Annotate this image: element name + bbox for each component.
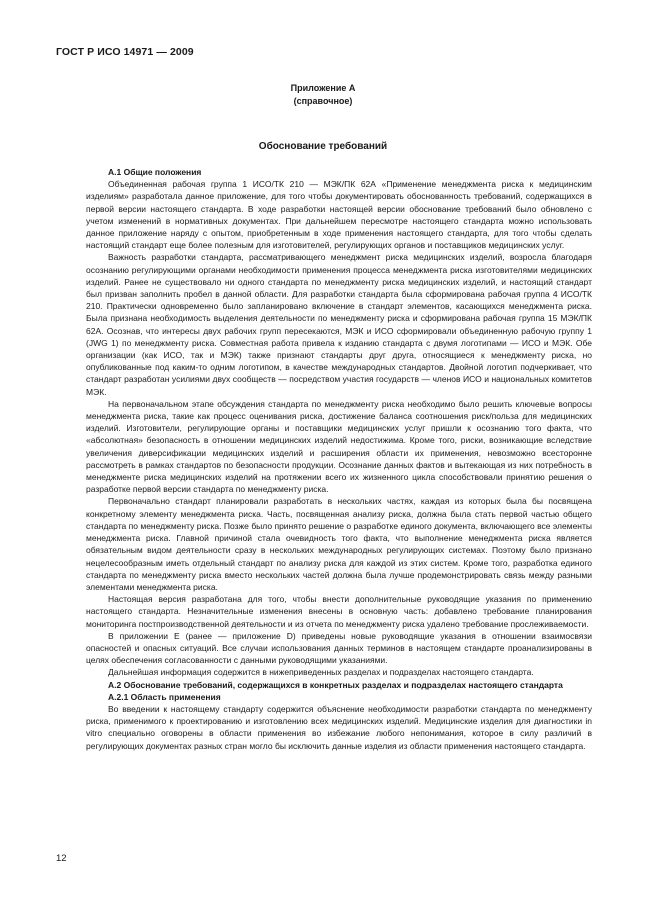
paragraph: На первоначальном этапе обсуждения стандарта по менеджменту риска необходимо было решить ключевые вопросы менеджмента риска, такие как процесс оценивания риска, достижение баланса соотношения риск/польза для медицинских изделий. Изготовители, регулирующие органы и поставщики медицинских услуг пришли к осознанию того факта, что «абсолютная» безопасность в отношении медицинских изделий недостижима. Кроме того, риски, возникающие вследствие увеличения диверсификации медицинских изделий и расширения области их применения, невозможно всесторонне рассмотреть в рамках стандартов по безопасности продукции. Осознание данных фактов и вытекающая из них потребность в менеджменте риска медицинских изделий на протяжении всего их жизненного цикла способствовали принятию решения о разработке первой версии стандарта по менеджменту риска. (86, 398, 592, 495)
paragraph: Объединенная рабочая группа 1 ИСО/ТК 210 — МЭК/ПК 62А «Применение менеджмента риска к медицинским изделиям» разработала данное приложение, для того чтобы документировать обоснованность требований, содержащихся в первой версии настоящего стандарта. В ходе разработки настоящей версии обоснование требований было обновлено с учетом изменений в нормативных документах. При дальнейшем пересмотре настоящего стандарта можно использовать данное приложение наряду с опытом, приобретенным в ходе применения настоящего стандарта, для того чтобы сделать настоящий стандарт еще более полезным для изготовителей, регулирующих органов и поставщиков медицинских услуг. (86, 179, 592, 251)
paragraph: Важность разработки стандарта, рассматривающего менеджмент риска медицинских изделий, возросла благодаря осознанию регулирующими органами необходимости применения процесса менеджмента риска изготовителями медицинских изделий. Ранее не существовало ни одного стандарта по менеджменту риска медицинских изделий, и настоящий стандарт был призван заполнить пробел в данной области. Для разработки стандарта была сформирована рабочая группа 4 ИСО/ТК 210. Практически одновременно было запланировано включение в стандарт элементов, касающихся менеджмента риска. Была признана необходимость выделения деятельности по менеджменту риска и сформирована рабочая группа 15 МЭК/ПК 62А. Осознав, что интересы двух рабочих групп пересекаются, МЭК и ИСО сформировали объединенную рабочую группу 1 (JWG 1) по менеджменту риска. Совместная работа привела к изданию стандарта с двумя логотипами — ИСО и МЭК. Обе организации (как ИСО, так и МЭК) также признают стандарты друг друга, относящиеся к менеджменту риска, но опубликованные под каким-то одним логотипом, в качестве международных стандартов. Двойной логотип подчеркивает, что стандарт разработан усилиями двух сообществ — посредством участия государств — членов ИСО и национальных комитетов МЭК. (86, 252, 592, 397)
standard-designation: ГОСТ Р ИСО 14971 — 2009 (56, 46, 194, 58)
paragraph: Настоящая версия разработана для того, чтобы внести дополнительные руководящие указания по применению настоящего стандарта. Незначительные изменения внесены в основную часть: добавлено требование планирования мониторинга постпроизводственной деятельности и из отчета по менеджменту риска удалено требование прослеживаемости. (86, 594, 592, 629)
paragraph: Первоначально стандарт планировали разработать в нескольких частях, каждая из которых была бы посвящена конкретному элементу менеджмента риска. Часть, посвященная анализу риска, должна была стать первой частью общего стандарта по менеджменту риска. Позже было принято решение о разработке единого документа, включающего все элементы менеджмента риска. Главной причиной стала очевидность того факта, что выполнение менеджмента риска является обязательным видом деятельности сразу в нескольких международных регулирующих системах. Поэтому было признано нецелесообразным иметь отдельный стандарт по анализу риска для каждой из этих систем. Кроме того, разработка единого стандарта по менеджменту риска вместо нескольких частей должна была лучше продемонстрировать связь между разными элементами менеджмента риска. (86, 496, 592, 592)
paragraph: Дальнейшая информация содержится в нижеприведенных разделах и подразделах настоящего стандарта. (108, 667, 534, 678)
paragraph: В приложении Е (ранее — приложение D) приведены новые руководящие указания в отношении взаимосвязи опасностей и опасных ситуаций. Все случаи использования данных терминов в настоящем стандарте проанализированы в целях обеспечения согласованности с данными руководящими указаниями. (86, 630, 592, 666)
paragraph: Во введении к настоящему стандарту содержится объяснение необходимости разработки стандарта по менеджменту риска, применимого к проектированию и изготовлению всех медицинских изделий. Медицинские изделия для диагностики in vitro специально оговорены в области применения во избежание любого непонимания, которое в силу различий в регулирующих документах разных стран могло бы исключить данные изделия из области применения настоящего стандарта. (86, 703, 592, 751)
page-title: Обоснование требований (258, 141, 388, 152)
section-heading-a21: А.2.1 Область применения (108, 691, 221, 702)
document-body (86, 166, 592, 752)
section-heading-a1: А.1 Общие положения (108, 167, 202, 177)
page-number: 12 (56, 853, 67, 864)
annex-label: Приложение А (290, 83, 356, 93)
annex-type: (справочное) (293, 96, 353, 106)
annex-heading (56, 82, 590, 108)
section-heading-a2: А.2 Обоснование требований, содержащихся в конкретных разделах и подразделах настоящего стандарта (108, 679, 563, 690)
